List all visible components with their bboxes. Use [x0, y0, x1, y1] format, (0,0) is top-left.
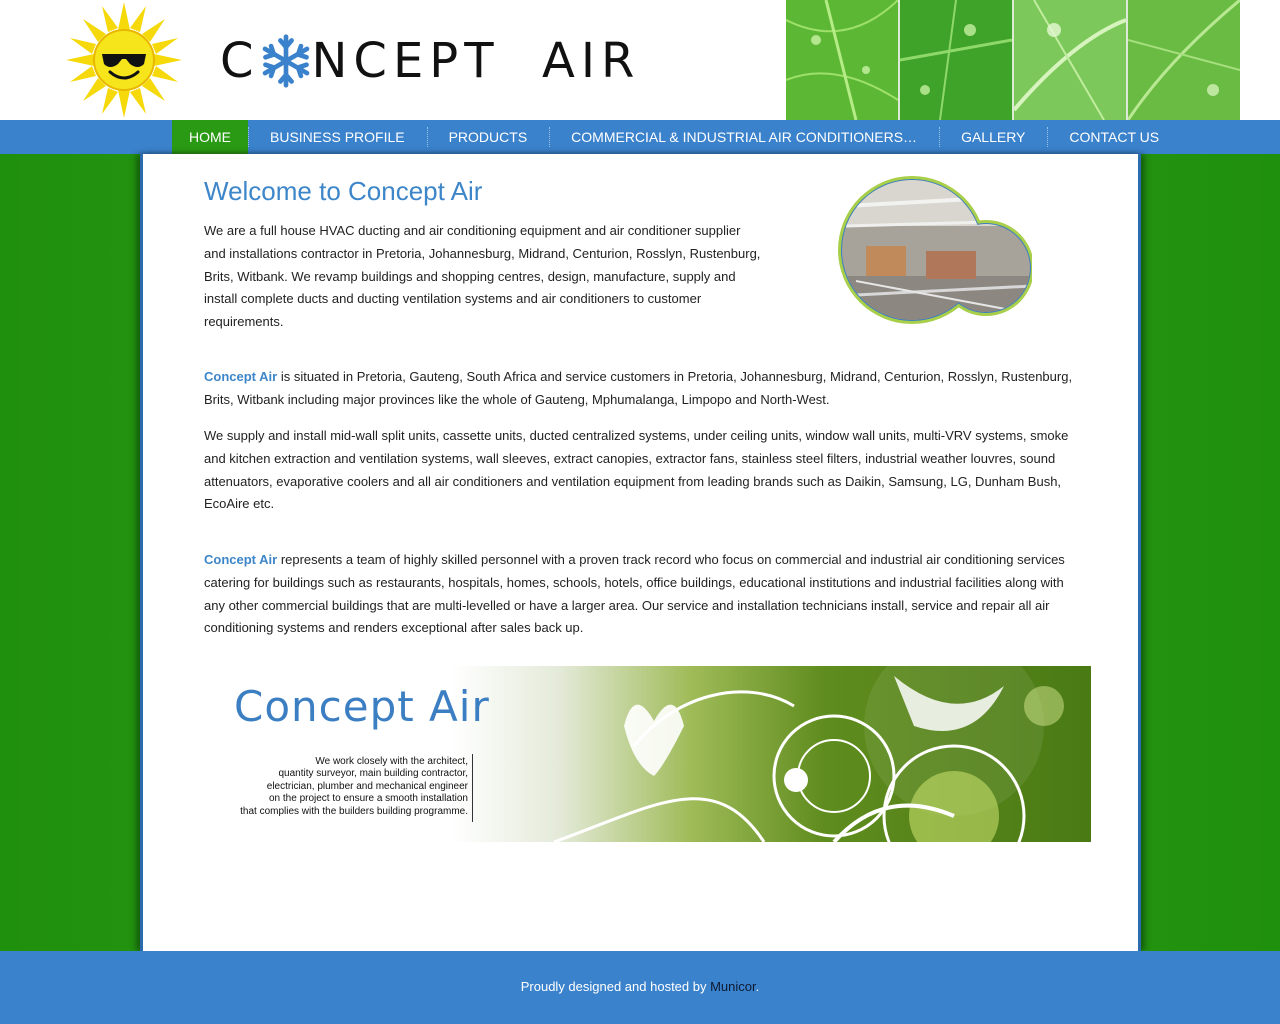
banner-line: We work closely with the architect, — [315, 756, 468, 767]
nav-item-home[interactable]: HOME — [172, 120, 248, 154]
footer-suffix: . — [755, 979, 760, 994]
brand-inline-link[interactable]: Concept Air — [204, 369, 278, 384]
leaf-photo — [1014, 0, 1128, 120]
main-navigation — [0, 120, 1280, 154]
team-text: represents a team of highly skilled personnel with a proven track record who focus on commercial and industrial air conditioning services catering for buildings such as restaurants, hospitals, homes, schools, hotels, office buildings, educational institutions and industrial facilities along with any other commercial buildings that are multi-levelled or have a larger area. Our service and installation technicians install, service and repair all air conditioning systems and renders exceptional after sales back up. — [204, 552, 1065, 636]
page-title: Welcome to Concept Air — [204, 176, 483, 206]
floral-swirl-decoration — [534, 666, 1091, 842]
brand-inline-link[interactable]: Concept Air — [204, 552, 278, 567]
nav-item-commercial-industrial[interactable]: COMMERCIAL & INDUSTRIAL AIR CONDITIONERS… — [549, 120, 939, 154]
nav-item-gallery[interactable]: GALLERY — [939, 120, 1047, 154]
site-footer — [0, 951, 1280, 1024]
services-paragraph: We supply and install mid-wall split units, cassette units, ducted centralized systems, under ceiling units, window wall units, multi-VRV systems, smoke and kitchen extraction and ventilation systems, wall sleeves, extract canopies, extractor fans, stainless steel filters, industrial weather louvres, sound attenuators, evaporative coolers and all air conditioners and ventilation equipment from leading brands such as Daikin, Samsung, LG, Dunham Bush, EcoAire etc. — [204, 428, 1069, 512]
sun-with-sunglasses-icon[interactable] — [60, 2, 188, 118]
brand-wordmark[interactable] — [220, 28, 640, 94]
location-paragraph — [204, 366, 1084, 412]
nav-item-products[interactable]: PRODUCTS — [427, 120, 550, 154]
leaf-photo — [786, 0, 900, 120]
nav-list — [172, 120, 1181, 154]
banner-tagline — [232, 756, 468, 818]
nav-item-contact-us[interactable]: CONTACT US — [1047, 120, 1181, 154]
warehouse-photo — [836, 176, 1032, 328]
leaf-photo — [900, 0, 1014, 120]
footer-prefix: Proudly designed and hosted by — [520, 979, 711, 994]
footer-municor-link[interactable]: Municor — [710, 979, 756, 994]
location-text: is situated in Pretoria, Gauteng, South Africa and service customers in Pretoria, Johannesburg, Midrand, Centurion, Rosslyn, Rustenburg, Brits, Witbank including major provinces like the whole of Gauteng, Mphumalanga, Limpopo and North-West. — [204, 369, 1073, 407]
intro-paragraph: We are a full house HVAC ducting and air conditioning equipment and air conditioner supplier and installations contractor in Pretoria, Johannesburg, Midrand, Centurion, Rosslyn, Rustenburg, Brits, Witbank. We revamp buildings and shopping centres, design, manufacture, supply and install complete ducts and ducting ventilation systems and air conditioners to customer requirements. — [204, 223, 761, 330]
footer-credit — [0, 979, 1280, 994]
banner-title: Concept Air — [234, 682, 490, 731]
site-header — [0, 0, 1280, 120]
leaf-photo — [1128, 0, 1240, 120]
team-paragraph — [204, 549, 1084, 640]
brand-wordmark-left: C — [220, 33, 260, 89]
banner-line: that complies with the builders building programme. — [240, 805, 468, 817]
leaf-photo-strip — [786, 0, 1240, 120]
banner-line: electrician, plumber and mechanical engineer — [266, 780, 468, 792]
banner-divider — [472, 754, 473, 822]
nav-item-business-profile[interactable]: BUSINESS PROFILE — [248, 120, 427, 154]
brand-wordmark-right: NCEPT AIR — [311, 33, 641, 89]
promo-banner — [204, 666, 1091, 842]
banner-line: quantity surveyor, main building contractor, — [278, 768, 468, 780]
banner-line: on the project to ensure a smooth installation — [268, 793, 468, 805]
snowflake-icon — [258, 31, 314, 91]
